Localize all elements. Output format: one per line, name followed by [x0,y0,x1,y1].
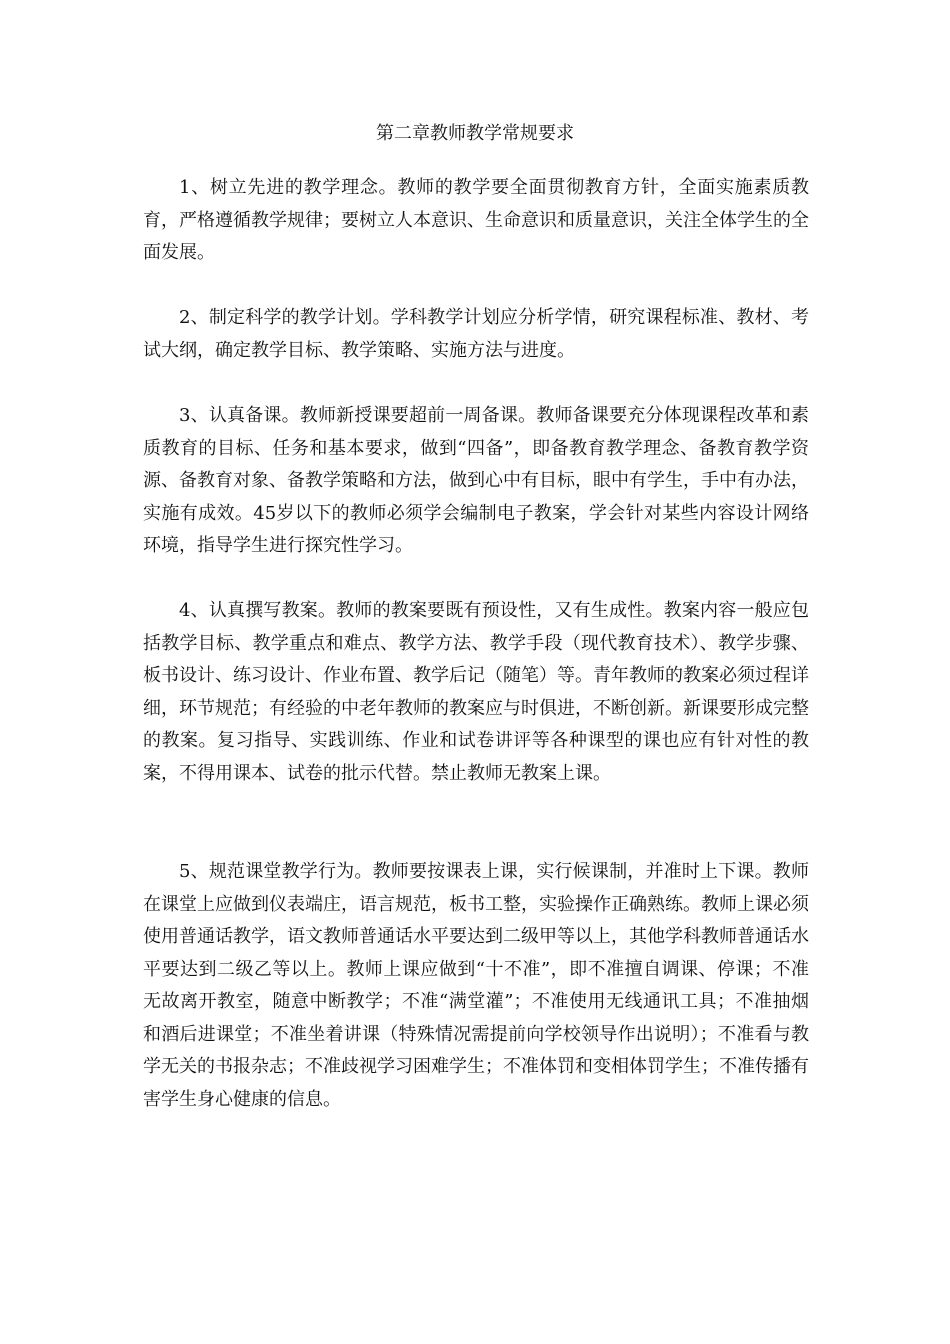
chapter-title: 第二章教师教学常规要求 [376,123,574,144]
paragraph-4: 4、认真撰写教案。教师的教案要既有预设性，又有生成性。教案内容一般应包括教学目标、教学重点和难点、教学方法、教学手段（现代教育技术）、教学步骤、板书设计、练习设计、作业布置、教学后记（随笔）等。青年教师的教案必须过程详细，环节规范；有经验的中老年教师的教案应与时俱进，不断创新。新课要形成完整的教案。复习指导、实践训练、作业和试卷讲评等各种课型的课也应有针对性的教案，不得用课本、试卷的批示代替。禁止教师无教案上课。 [143,600,809,784]
paragraph-3: 3、认真备课。教师新授课要超前一周备课。教师备课要充分体现课程改革和素质教育的目标、任务和基本要求，做到“四备”，即备教育教学理念、备教育教学资源、备教育对象、备教学策略和方法，做到心中有目标，眼中有学生，手中有办法，实施有成效。45岁以下的教师必须学会编制电子教案，学会针对某些内容设计网络环境，指导学生进行探究性学习。 [143,405,809,556]
paragraph-2: 2、制定科学的教学计划。学科教学计划应分析学情，研究课程标准、教材、考试大纲，确定教学目标、教学策略、实施方法与进度。 [143,307,809,361]
paragraph-5: 5、规范课堂教学行为。教师要按课表上课，实行候课制，并准时上下课。教师在课堂上应做到仪表端庄，语言规范，板书工整，实验操作正确熟练。教师上课必须使用普通话教学，语文教师普通话水平要达到二级甲等以上，其他学科教师普通话水平要达到二级乙等以上。教师上课应做到“十不准”，即不准擅自调课、停课；不准无故离开教室，随意中断教学；不准“满堂灌”；不准使用无线通讯工具；不准抽烟和酒后进课堂；不准坐着讲课（特殊情况需提前向学校领导作出说明）；不准看与教学无关的书报杂志；不准歧视学习困难学生；不准体罚和变相体罚学生；不准传播有害学生身心健康的信息。 [143,861,809,1110]
paragraph-1: 1、树立先进的教学理念。教师的教学要全面贯彻教育方针，全面实施素质教育，严格遵循教学规律；要树立人本意识、生命意识和质量意识，关注全体学生的全面发展。 [143,177,809,263]
